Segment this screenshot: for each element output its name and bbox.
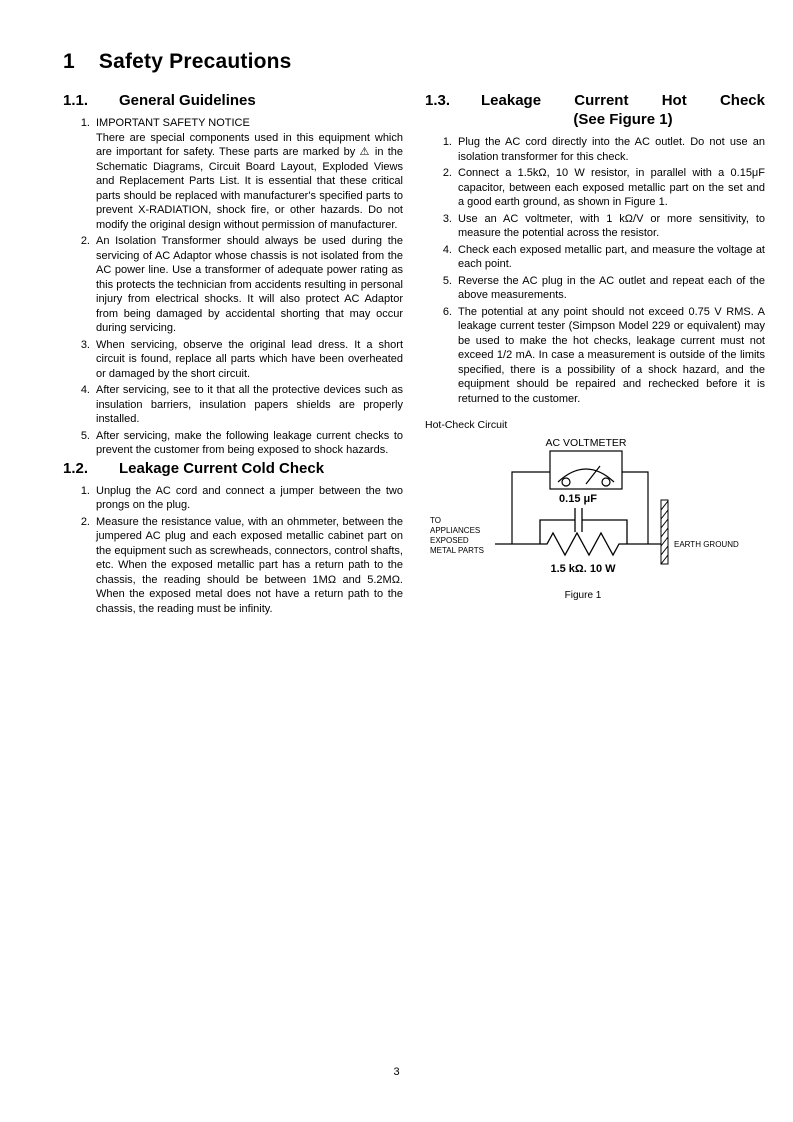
page-title-text: Safety Precautions — [98, 50, 292, 73]
figure-intro-label: Hot-Check Circuit — [425, 419, 508, 431]
item-text: Reverse the AC plug in the AC outlet and repeat each of the above measurements. — [458, 274, 765, 301]
earth-ground-label: EARTH GROUND — [674, 540, 739, 549]
resistor-label: 1.5 kΩ. 10 W — [550, 563, 616, 575]
hot-check-circuit-diagram — [425, 434, 770, 606]
item-number: 5. — [80, 429, 90, 442]
item-number: 5. — [442, 274, 452, 287]
item-body: There are special components used in this equipment which are important for safety. These parts are marked by ⚠ in the Schematic Diagrams, Circuit Board Layout, Exploded Views and Replacement Parts List. It is essential that these critical parts should be replaced with manufacturer's specified parts to prevent X-RADIATION, shock fire, or other hazards. Do not modify the original design without permission of manufacturer. — [96, 131, 403, 231]
right-column — [425, 92, 765, 618]
item-text: Check each exposed metallic part, and measure the voltage at each point. — [458, 243, 765, 270]
list-item — [63, 484, 403, 513]
item-text: Measure the resistance value, with an ohmmeter, between the jumpered AC plug and each exposed metallic cabinet part on the equipment such as screwheads, connectors, control shafts, etc. When the exposed metallic part has a return path to the chassis, the reading should be between 1MΩ and 5.2MΩ. When the exposed metal does not have a return path to the chassis, the reading must be infinity. — [96, 515, 403, 615]
svg-text:APPLIANCES: APPLIANCES — [430, 526, 481, 535]
section-title: General Guidelines — [119, 92, 256, 109]
voltmeter-icon — [550, 451, 622, 489]
list-item — [63, 515, 403, 617]
item-text: After servicing, make the following leakage current checks to prevent the customer from being exposed to shock hazards. — [96, 429, 403, 456]
numbered-list — [63, 116, 403, 458]
section-title: Leakage Current Cold Check — [119, 459, 325, 477]
appliance-connection-label — [430, 516, 484, 555]
section-title-line1: Leakage Current Hot Check — [481, 92, 765, 109]
list-item — [63, 338, 403, 382]
page-title — [63, 50, 765, 74]
list-item — [63, 234, 403, 336]
section-general-guidelines — [63, 92, 403, 458]
item-text: Connect a 1.5kΩ, 10 W resistor, in parallel with a 0.15μF capacitor, between each exposed metallic part on the set and a good earth ground, as shown in Figure 1. — [458, 167, 765, 208]
list-item — [425, 135, 765, 164]
section-hot-check — [425, 92, 765, 406]
svg-text:EXPOSED: EXPOSED — [430, 536, 469, 545]
section-title — [481, 92, 765, 128]
list-item — [425, 243, 765, 272]
item-text: Use an AC voltmeter, with 1 kΩ/V or more sensitivity, to measure the potential across the resistor. — [458, 212, 765, 239]
section-number: 1.1. — [63, 92, 89, 109]
item-number: 2. — [80, 235, 90, 247]
item-number: 1. — [80, 117, 90, 129]
voltmeter-label: AC VOLTMETER — [545, 437, 627, 449]
list-item — [63, 429, 403, 458]
svg-text:TO: TO — [430, 516, 441, 525]
section-heading — [425, 92, 765, 128]
section-number: 1.3. — [425, 92, 451, 109]
numbered-list — [63, 484, 403, 617]
numbered-list — [425, 135, 765, 406]
capacitor-symbol — [540, 508, 627, 544]
left-column — [63, 92, 403, 618]
figure-caption: Figure 1 — [564, 590, 602, 601]
item-text: Plug the AC cord directly into the AC outlet. Do not use an isolation transformer for this check. — [458, 136, 765, 163]
item-text: After servicing, see to it that all the protective devices such as insulation barriers, insulation papers shields are properly installed. — [96, 384, 403, 425]
item-lead-line: IMPORTANT SAFETY NOTICE — [96, 117, 250, 129]
item-text — [96, 116, 403, 232]
item-number: 2. — [80, 515, 90, 528]
item-number: 1. — [442, 136, 452, 148]
item-number: 4. — [442, 243, 452, 256]
list-item — [425, 305, 765, 407]
section-title-line2: (See Figure 1) — [573, 111, 673, 128]
list-item — [63, 116, 403, 232]
item-number: 6. — [442, 305, 452, 318]
page-title-number: 1 — [63, 50, 75, 73]
list-item — [63, 383, 403, 427]
item-number: 3. — [80, 338, 90, 351]
item-number: 2. — [442, 167, 452, 179]
svg-text:METAL PARTS: METAL PARTS — [430, 546, 484, 555]
section-cold-check — [63, 460, 403, 617]
two-column-layout — [63, 92, 765, 618]
list-item — [425, 212, 765, 241]
resistor-symbol — [495, 533, 661, 555]
section-number: 1.2. — [63, 459, 89, 477]
figure-1-block — [425, 419, 765, 606]
list-item — [425, 274, 765, 303]
item-number: 1. — [80, 484, 90, 497]
item-text: The potential at any point should not exceed 0.75 V RMS. A leakage current tester (Simpson Model 229 or equivalent) may be used to make the hot checks, leakage current must not exceed 1/2 mA. In case a measurement is outside of the limits specified, there is a possibility of a shock hazard, and the equipment should be repaired and rechecked before it is returned to the customer. — [458, 305, 765, 405]
section-heading — [63, 460, 403, 477]
section-heading — [63, 92, 403, 109]
page-number: 3 — [393, 1066, 400, 1078]
item-text: Unplug the AC cord and connect a jumper between the two prongs on the plug. — [96, 484, 403, 511]
list-item — [425, 166, 765, 210]
capacitor-label: 0.15 μF — [559, 493, 597, 505]
item-text: An Isolation Transformer should always be used during the servicing of AC Adaptor whose chassis is not isolated from the AC power line. Use a transformer of adequate power rating as this protects the technician from accidents resulting in personal injury from electrical shocks. It will also protect AC Adaptor from being damaged by accidental shorting that may occur during servicing. — [96, 235, 403, 334]
item-number: 4. — [80, 384, 90, 396]
item-number: 3. — [442, 212, 452, 225]
earth-ground-icon — [661, 500, 668, 564]
item-text: When servicing, observe the original lead dress. It a short circuit is found, replace all parts which have been overheated or damaged by the short circuit. — [96, 338, 403, 380]
